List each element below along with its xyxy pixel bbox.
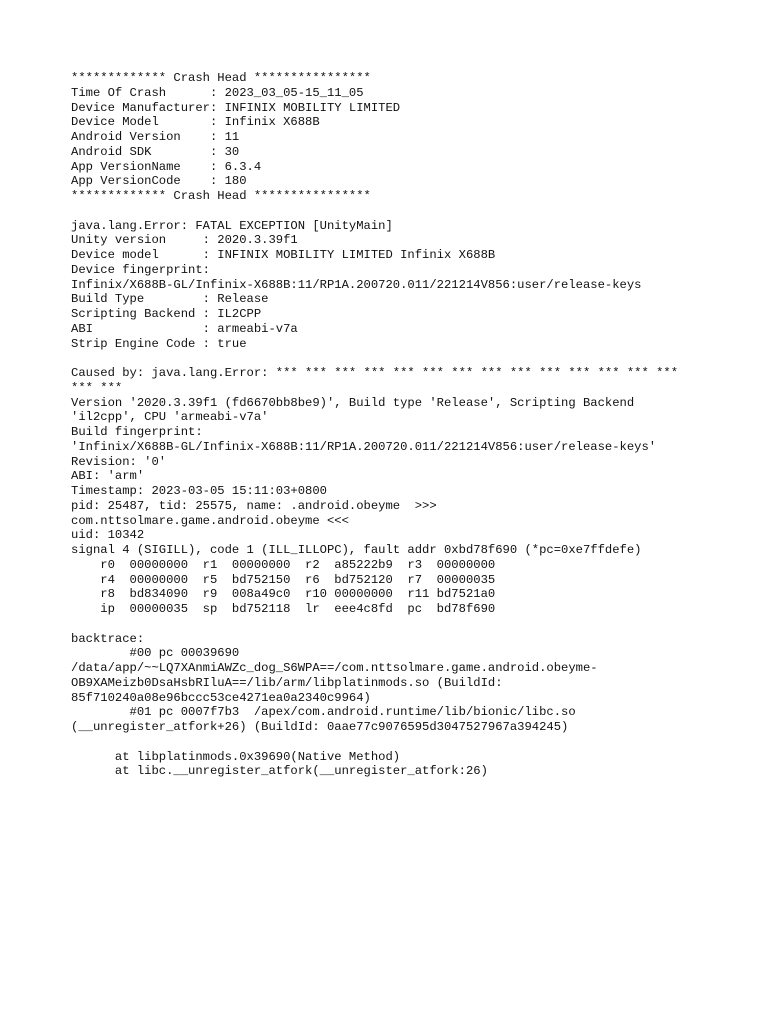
backtrace-frame-00: #00 pc 00039690	[71, 646, 240, 661]
blank-line	[71, 617, 711, 632]
backtrace-frame-00-path-cont: OB9XAMeizb0DsaHsbRIluA==/lib/arm/libplatinmods.so (BuildId:	[71, 675, 503, 690]
backtrace-frame-00-path: /data/app/~~LQ7XAnmiAWZc_dog_S6WPA==/com.nttsolmare.game.android.obeyme-	[71, 661, 598, 675]
crash-log-document	[71, 71, 711, 779]
unity-version-line: Unity version : 2020.3.39f1	[71, 233, 298, 248]
timestamp-line: Timestamp: 2023-03-05 15:11:03+0800	[71, 484, 327, 498]
time-of-crash-line: Time Of Crash : 2023_03_05-15_11_05	[71, 85, 364, 100]
backtrace-frame-01-detail: (__unregister_atfork+26) (BuildId: 0aae77c9076595d3047527967a394245)	[71, 720, 569, 734]
stack-frame-line: at libc.__unregister_atfork(__unregister_atfork:26)	[71, 764, 488, 779]
register-row: r4 00000000 r5 bd752150 r6 bd752120 r7 00000035	[71, 572, 496, 587]
device-fingerprint-value: Infinix/X688B-GL/Infinix-X688B:11/RP1A.200720.011/221214V856:user/release-keys	[71, 277, 642, 292]
revision-line: Revision: '0'	[71, 454, 167, 469]
signal-line: signal 4 (SIGILL), code 1 (ILL_ILLOPC), fault addr 0xbd78f690 (*pc=0xe7ffdefe)	[71, 543, 642, 557]
register-row: ip 00000035 sp bd752118 lr eee4c8fd pc bd78f690	[71, 602, 496, 616]
build-fingerprint-value: 'Infinix/X688B-GL/Infinix-X688B:11/RP1A.200720.011/221214V856:user/release-keys'	[71, 439, 657, 454]
version-continuation: 'il2cpp', CPU 'armeabi-v7a'	[71, 410, 269, 425]
blank-line	[71, 735, 711, 750]
version-line: Version '2020.3.39f1 (fd6670bb8be9)', Build type 'Release', Scripting Backend	[71, 395, 635, 410]
crash-head-top-banner: ************* Crash Head ****************	[71, 71, 371, 85]
stack-frame-line: at libplatinmods.0x39690(Native Method)	[71, 749, 401, 764]
caused-by-continuation: *** ***	[71, 380, 123, 395]
register-row: r8 bd834090 r9 008a49c0 r10 00000000 r11 bd7521a0	[71, 587, 496, 602]
uid-line: uid: 10342	[71, 528, 145, 543]
build-fingerprint-label: Build fingerprint:	[71, 425, 203, 439]
blank-line	[71, 351, 711, 366]
build-type-line: Build Type : Release	[71, 292, 269, 307]
process-name-line: com.nttsolmare.game.android.obeyme <<<	[71, 513, 349, 528]
device-model-full-line: Device model : INFINIX MOBILITY LIMITED Infinix X688B	[71, 248, 496, 262]
abi-line: ABI : armeabi-v7a	[71, 321, 298, 336]
app-version-name-line: App VersionName : 6.3.4	[71, 159, 262, 174]
android-sdk-line: Android SDK : 30	[71, 144, 240, 159]
android-version-line: Android Version : 11	[71, 130, 240, 144]
device-manufacturer-line: Device Manufacturer: INFINIX MOBILITY LIMITED	[71, 100, 401, 115]
device-model-line: Device Model : Infinix X688B	[71, 115, 320, 130]
device-fingerprint-label: Device fingerprint:	[71, 262, 210, 277]
app-version-code-line: App VersionCode : 180	[71, 174, 247, 189]
backtrace-label: backtrace:	[71, 631, 145, 646]
blank-line	[71, 204, 711, 219]
scripting-backend-line: Scripting Backend : IL2CPP	[71, 307, 262, 321]
strip-engine-code-line: Strip Engine Code : true	[71, 336, 247, 351]
caused-by-line: Caused by: java.lang.Error: *** *** *** *** *** *** *** *** *** *** *** *** *** ***	[71, 366, 679, 380]
pid-line: pid: 25487, tid: 25575, name: .android.obeyme >>>	[71, 498, 437, 513]
register-row: r0 00000000 r1 00000000 r2 a85222b9 r3 00000000	[71, 557, 496, 572]
abi-arm-line: ABI: 'arm'	[71, 469, 145, 484]
backtrace-frame-00-buildid: 85f710240a08e96bccc53ce4271ea0a2340c9964)	[71, 690, 371, 705]
crash-head-bottom-banner: ************* Crash Head ****************	[71, 189, 371, 203]
fatal-exception-line: java.lang.Error: FATAL EXCEPTION [UnityMain]	[71, 218, 393, 233]
backtrace-frame-01: #01 pc 0007f7b3 /apex/com.android.runtime/lib/bionic/libc.so	[71, 705, 576, 720]
